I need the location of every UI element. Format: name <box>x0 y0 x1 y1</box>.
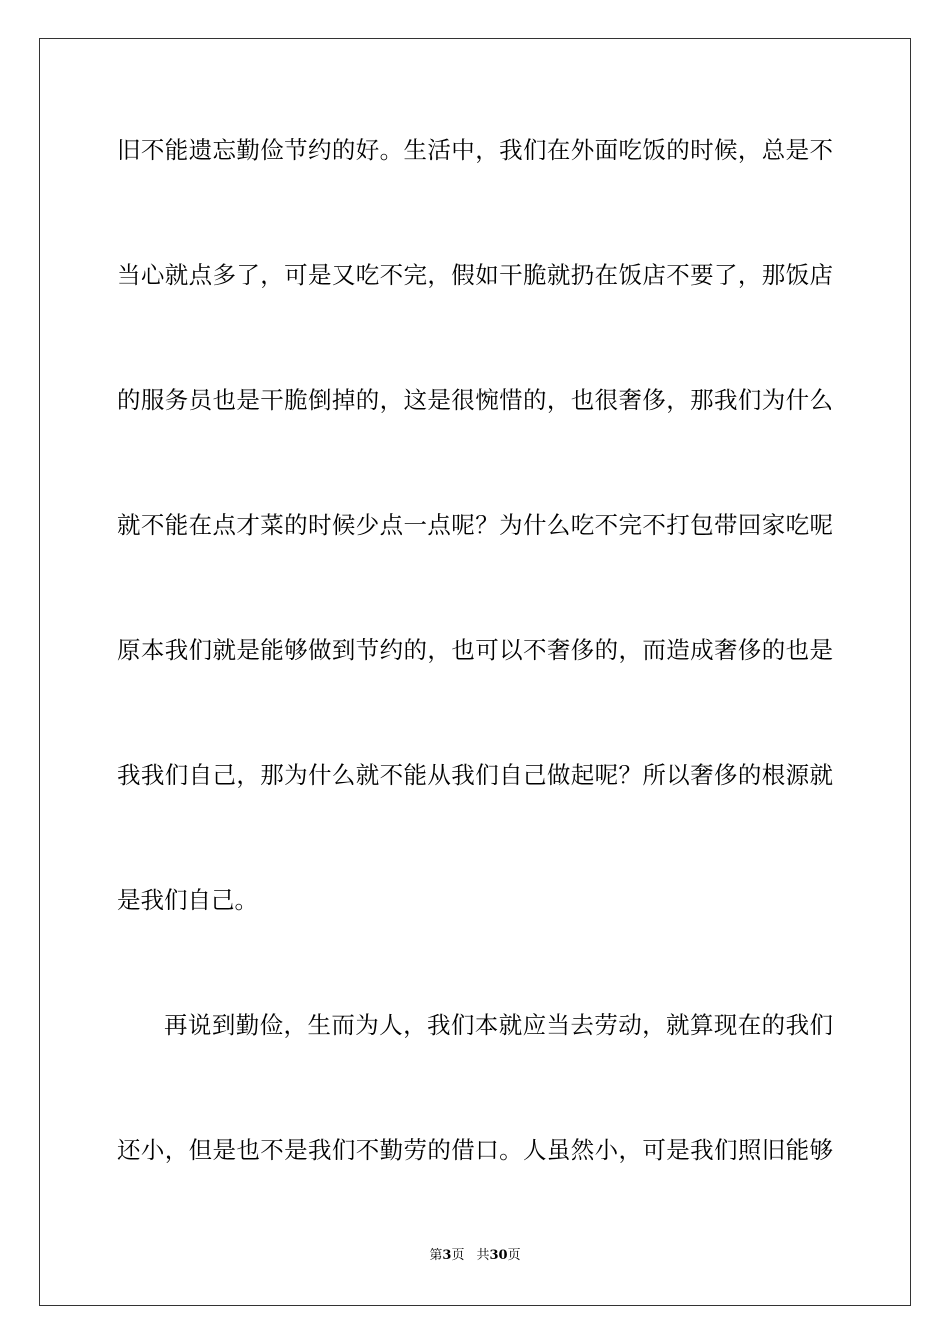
paragraph-line-5: 原本我们就是能够做到节约的，也可以不奢侈的，而造成奢侈的也是 <box>117 636 833 664</box>
paragraph-line-7: 是我们自己。 <box>117 886 258 914</box>
page-footer <box>0 1247 950 1265</box>
paragraph-line-8: 再说到勤俭，生而为人，我们本就应当去劳动，就算现在的我们 <box>164 1011 833 1039</box>
paragraph-line-1: 旧不能遗忘勤俭节约的好。生活中，我们在外面吃饭的时候，总是不 <box>117 136 833 164</box>
paragraph-line-9: 还小，但是也不是我们不勤劳的借口。人虽然小，可是我们照旧能够 <box>117 1136 833 1164</box>
paragraph-line-4: 就不能在点才菜的时候少点一点呢？为什么吃不完不打包带回家吃呢 <box>117 511 833 539</box>
page-border <box>39 38 911 1306</box>
total-prefix: 共 <box>476 1248 490 1263</box>
paragraph-line-2: 当心就点多了，可是又吃不完，假如干脆就扔在饭店不要了，那饭店 <box>117 261 833 289</box>
paragraph-line-3: 的服务员也是干脆倒掉的，这是很惋惜的，也很奢侈，那我们为什么 <box>117 386 833 414</box>
total-pages: 30 <box>489 1248 508 1263</box>
paragraph-line-6: 我我们自己，那为什么就不能从我们自己做起呢？所以奢侈的根源就 <box>117 761 833 789</box>
page-suffix: 页 <box>451 1248 465 1263</box>
total-suffix: 页 <box>507 1248 521 1263</box>
page-number: 3 <box>442 1248 452 1263</box>
page-prefix: 第 <box>429 1248 443 1263</box>
